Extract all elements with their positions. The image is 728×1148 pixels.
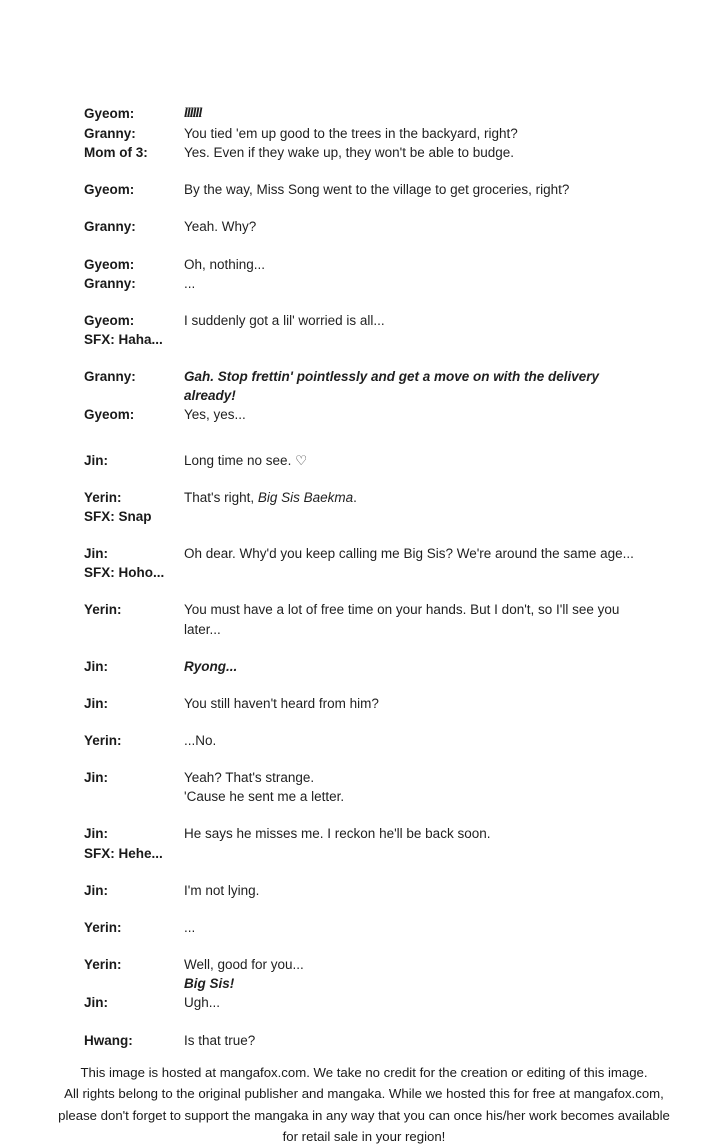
dialogue-block (84, 488, 654, 526)
footer-line: This image is hosted at mangafox.com. We take no credit for the creation or editing of this image. (80, 1065, 648, 1080)
speaker-label: Jin: (84, 658, 109, 674)
speaker-label: SFX: Haha... (84, 331, 163, 347)
dialogue-line (84, 824, 654, 843)
speaker-label: Yerin: (84, 733, 122, 748)
speaker-label: SFX: Hehe... (84, 845, 163, 861)
dialogue-block (84, 255, 654, 293)
speaker-label: Hwang: (84, 1032, 133, 1048)
dialogue-line (84, 544, 654, 563)
block-spacer (84, 750, 654, 768)
dialogue-text: By the way, Miss Song went to the village to get groceries, right? (184, 182, 570, 198)
dialogue-line (84, 1031, 654, 1050)
speaker-label: Mom of 3: (84, 145, 148, 161)
dialogue-line (84, 488, 654, 507)
dialogue-block (84, 955, 654, 1012)
dialogue-line (84, 367, 654, 405)
dialogue-block (84, 451, 654, 470)
speaker-label: Jin: (84, 452, 109, 468)
speaker-label: Yerin: (84, 919, 122, 935)
footer-disclaimer (0, 1062, 728, 1148)
dialogue-line (84, 507, 654, 526)
block-spacer (84, 582, 654, 600)
dialogue-text: Is that true? (184, 1032, 256, 1048)
speaker-label: Jin: (84, 770, 109, 786)
block-spacer (84, 425, 654, 451)
block-spacer (84, 639, 654, 657)
dialogue-line (84, 180, 654, 199)
dialogue-line (84, 993, 654, 1012)
block-spacer (84, 349, 654, 367)
dialogue-block (84, 600, 654, 638)
block-spacer (84, 162, 654, 180)
dialogue-line (84, 274, 654, 293)
speaker-label: Jin: (84, 826, 109, 842)
dialogue-block (84, 881, 654, 900)
dialogue-line (84, 217, 654, 236)
dialogue-text: ... (184, 275, 196, 291)
speaker-label: Granny: (84, 369, 136, 385)
speaker-label: Gyeom: (84, 106, 135, 121)
dialogue-text: Gah. Stop frettin' pointlessly and get a move on with the delivery already! (184, 369, 600, 404)
dialogue-block (84, 367, 654, 424)
speaker-label: Jin: (84, 695, 109, 711)
block-spacer (84, 806, 654, 824)
dialogue-text: I suddenly got a lil' worried is all... (184, 312, 385, 328)
dialogue-text: Well, good for you... Big Sis! (184, 957, 304, 992)
dialogue-line (84, 657, 654, 676)
dialogue-text: I'm not lying. (184, 882, 260, 898)
dialogue-text: Yes, yes... (184, 407, 246, 423)
block-spacer (84, 526, 654, 544)
dialogue-line (84, 600, 654, 638)
dialogue-line (84, 255, 654, 274)
footer-line: All rights belong to the original publisher and mangaka. While we hosted this for free at mangafox.com, (64, 1086, 664, 1102)
dialogue-block (84, 1031, 654, 1050)
dialogue-text: He says he misses me. I reckon he'll be back soon. (184, 826, 491, 842)
dialogue-text: That's right, Big Sis Baekma. (184, 489, 357, 505)
dialogue-line (84, 143, 654, 162)
dialogue-line (84, 311, 654, 330)
block-spacer (84, 199, 654, 217)
dialogue-block (84, 824, 654, 862)
dialogue-text: Oh dear. Why'd you keep calling me Big Sis? We're around the same age... (184, 546, 634, 562)
dialogue-block (84, 311, 654, 349)
dialogue-text: You still haven't heard from him? (184, 695, 379, 711)
dialogue-line (84, 881, 654, 900)
dialogue-block (84, 694, 654, 713)
dialogue-block (84, 731, 654, 750)
footer-line: please don't forget to support the mangaka in any way that you can once his/her work becomes available (58, 1107, 670, 1123)
dialogue-text: Yeah. Why? (184, 219, 257, 235)
speaker-label: Granny: (84, 219, 136, 235)
dialogue-text: llllll (184, 106, 202, 121)
dialogue-line (84, 124, 654, 143)
block-spacer (84, 237, 654, 255)
dialogue-text: ...No. (184, 733, 217, 748)
dialogue-line (84, 451, 654, 470)
block-spacer (84, 713, 654, 731)
dialogue-block (84, 544, 654, 582)
dialogue-line (84, 918, 654, 937)
dialogue-block (84, 104, 654, 162)
block-spacer (84, 937, 654, 955)
dialogue-text: Long time no see. ♡ (184, 452, 308, 468)
block-spacer (84, 293, 654, 311)
speaker-label: SFX: Snap (84, 508, 152, 524)
block-spacer (84, 900, 654, 918)
dialogue-block (84, 657, 654, 676)
dialogue-block (84, 180, 654, 199)
dialogue-line (84, 405, 654, 424)
speaker-label: SFX: Hoho... (84, 565, 165, 581)
dialogue-text: Ugh... (184, 995, 221, 1011)
dialogue-block (84, 217, 654, 236)
dialogue-text: You must have a lot of free time on your hands. But I don't, so I'll see you later... (184, 602, 620, 637)
speaker-label: Yerin: (84, 489, 122, 505)
speaker-label: Yerin: (84, 957, 122, 973)
dialogue-line (84, 104, 654, 124)
block-spacer (84, 470, 654, 488)
dialogue-text: Yes. Even if they wake up, they won't be able to budge. (184, 145, 515, 161)
dialogue-line (84, 731, 654, 750)
speaker-label: Gyeom: (84, 407, 135, 423)
dialogue-line (84, 844, 654, 863)
dialogue-block (84, 918, 654, 937)
script-body (84, 104, 654, 1050)
dialogue-text: You tied 'em up good to the trees in the backyard, right? (184, 125, 518, 141)
dialogue-line (84, 955, 654, 993)
dialogue-text: Oh, nothing... (184, 256, 266, 272)
speaker-label: Gyeom: (84, 182, 135, 198)
speaker-label: Granny: (84, 275, 136, 291)
dialogue-block (84, 768, 654, 806)
dialogue-text: ... (184, 919, 196, 935)
dialogue-line (84, 694, 654, 713)
block-spacer (84, 1013, 654, 1031)
speaker-label: Jin: (84, 882, 109, 898)
dialogue-line (84, 768, 654, 806)
block-spacer (84, 676, 654, 694)
block-spacer (84, 863, 654, 881)
speaker-label: Gyeom: (84, 312, 135, 328)
dialogue-text: Yeah? That's strange. 'Cause he sent me a letter. (184, 770, 345, 805)
dialogue-text: Ryong... (184, 658, 238, 674)
speaker-label: Granny: (84, 125, 136, 141)
dialogue-line (84, 330, 654, 349)
speaker-label: Jin: (84, 995, 109, 1011)
speaker-label: Jin: (84, 546, 109, 562)
dialogue-line (84, 563, 654, 582)
speaker-label: Gyeom: (84, 256, 135, 272)
speaker-label: Yerin: (84, 602, 122, 618)
footer-line: for retail sale in your region! (282, 1129, 446, 1145)
